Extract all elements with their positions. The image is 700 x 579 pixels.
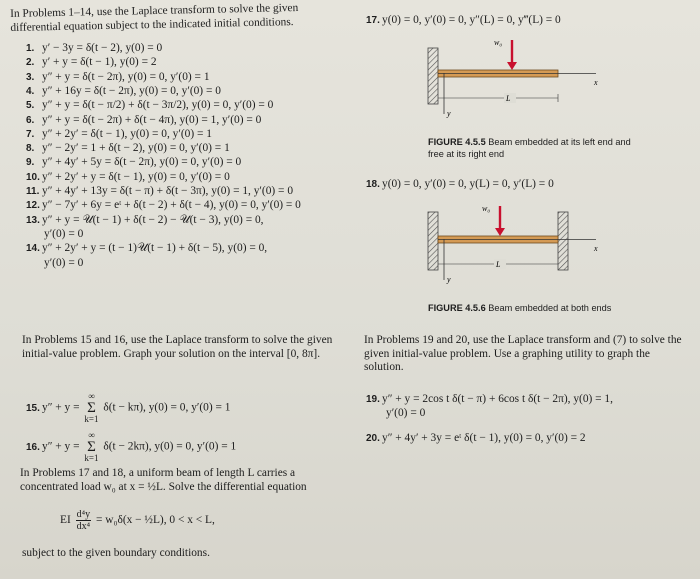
problem-number: 12. [26,200,40,212]
problem-row [26,142,230,155]
problem-row [26,114,261,127]
y-label: y [447,109,451,118]
problem-row [26,128,212,141]
problem-20: 20. y″ + 4y′ + 3y = eᵗ δ(t − 1), y(0) = 0, y′(0) = 2 [366,432,586,444]
problem-number: 7. [26,128,35,140]
intro-problems-17-18: In Problems 17 and 18, a uniform beam of length L carries a concentrated load w₀ at x = ½L. Solve the differential equation [20,467,307,493]
figure-4-5-6-caption: FIGURE 4.5.6 Beam embedded at both ends [428,303,612,313]
problem-19-cont: y′(0) = 0 [386,407,426,419]
problem-row [26,171,230,184]
problem-equation: y″ + 4y′ + 13y = δ(t − π) + δ(t − 3π), y(0) = 1, y′(0) = 0 [42,185,294,197]
problem-number: 8. [26,143,35,155]
problem-15: 15. y″ + y = ∞ Σ k=1 δ(t − kπ), y(0) = 0, y′(0) = 1 [26,391,231,424]
problem-16: 16. y″ + y = ∞ Σ k=1 δ(t − 2kπ), y(0) = 0, y′(0) = 1 [26,430,237,463]
problem-row [26,214,264,227]
problem-17: 17. y(0) = 0, y′(0) = 0, y″(L) = 0, y‴(L) = 0 [366,14,561,26]
problem-equation: y″ + y = δ(t − π/2) + δ(t − 3π/2), y(0) = 0, y′(0) = 0 [42,99,274,112]
problem-number: 1. [26,43,35,54]
problem-equation: y′(0) = 0 [44,227,84,240]
problem-equation: y″ + 2y′ = δ(t − 1), y(0) = 0, y′(0) = 1 [42,127,212,140]
problem-number: 4. [26,85,35,97]
problem-equation: y″ + 4y′ + 5y = δ(t − 2π), y(0) = 0, y′(0) = 0 [42,156,242,169]
problem-number: 14. [26,243,40,255]
problem-equation: y′(0) = 0 [44,256,84,269]
problem-equation: y″ + 2y′ + y = (t − 1)𝒰(t − 1) + δ(t − 5), y(0) = 0, [42,242,268,255]
problem-equation: y′ − 3y = δ(t − 2), y(0) = 0 [42,42,163,54]
problem-equation: y″ + 16y = δ(t − 2π), y(0) = 0, y′(0) = 0 [42,84,221,97]
problem-row [26,56,157,69]
load-label: w₀ [482,204,491,213]
problem-number: 6. [26,114,35,126]
problem-row [26,156,241,169]
problem-row [26,99,273,112]
problem-number: 5. [26,100,35,112]
problem-number: 3. [26,71,35,83]
problem-18: 18. y(0) = 0, y′(0) = 0, y(L) = 0, y′(L) = 0 [366,178,554,190]
problem-equation: y″ − 7y′ + 6y = eᵗ + δ(t − 2) + δ(t − 4), y(0) = 0, y′(0) = 0 [42,199,301,212]
problem-number: 9. [26,157,35,169]
problem-number: 2. [26,57,35,69]
problem-equation: y″ + y = δ(t − 2π), y(0) = 0, y′(0) = 1 [42,70,210,83]
length-label: L [496,260,501,269]
problem-equation: y″ + 2y′ + y = δ(t − 1), y(0) = 0, y′(0) = 0 [42,170,230,183]
wall-support-right [558,212,568,270]
figure-4-5-5-caption: FIGURE 4.5.5 Beam embedded at its left end and free at its right end [428,137,631,159]
problem-19: 19. y″ + y = 2cos t δ(t − π) + 6cos t δ(t − 2π), y(0) = 1, [366,393,613,405]
problem-row [44,228,83,241]
problem-equation: y″ − 2y′ = 1 + δ(t − 2), y(0) = 0, y′(0) = 1 [42,142,230,155]
problem-equation: y′ + y = δ(t − 1), y(0) = 2 [42,56,157,69]
figure-4-5-6-fixed-beam [424,200,604,286]
problem-number: 11. [26,186,40,197]
intro-problems-15-16: In Problems 15 and 16, use the Laplace transform to solve the given initial-value problem. Graph your solution on the interval [0, 8π]. [22,334,333,360]
x-label: x [594,244,598,253]
problem-row [26,185,293,198]
boundary-conditions-text: subject to the given boundary conditions. [22,547,210,559]
load-label: w₀ [494,38,503,47]
y-label: y [447,275,451,284]
beam-equation: EI $\frac{\text{d⁴y}}{\text{dx⁴}}$ = w₀δ(x − ½L), 0 < x < L, [60,509,215,532]
wall-support-left [428,48,438,104]
problem-row [26,42,162,55]
problem-number: 10. [26,171,40,183]
x-label: x [594,78,598,87]
figure-4-5-5-cantilever-beam [424,34,604,120]
problem-row [26,71,210,84]
problem-row [26,85,221,98]
problem-row [26,199,301,212]
intro-problems-1-14: In Problems 1–14, use the Laplace transform to solve the given differential equation subject to the indicated initial conditions. [10,1,299,34]
problem-equation: y″ + y = 𝒰(t − 1) + δ(t − 2) − 𝒰(t − 3), y(0) = 0, [42,213,264,226]
problem-row [26,242,267,255]
wall-support-left [428,212,438,270]
problem-number: 13. [26,214,40,226]
problem-row [44,257,83,270]
length-label: L [506,94,511,103]
problem-equation: y″ + y = δ(t − 2π) + δ(t − 4π), y(0) = 1, y′(0) = 0 [42,113,262,126]
intro-problems-19-20: In Problems 19 and 20, use the Laplace transform and (7) to solve the given initial-value problem. Use a graphing utility to graph the solution. [364,334,682,374]
